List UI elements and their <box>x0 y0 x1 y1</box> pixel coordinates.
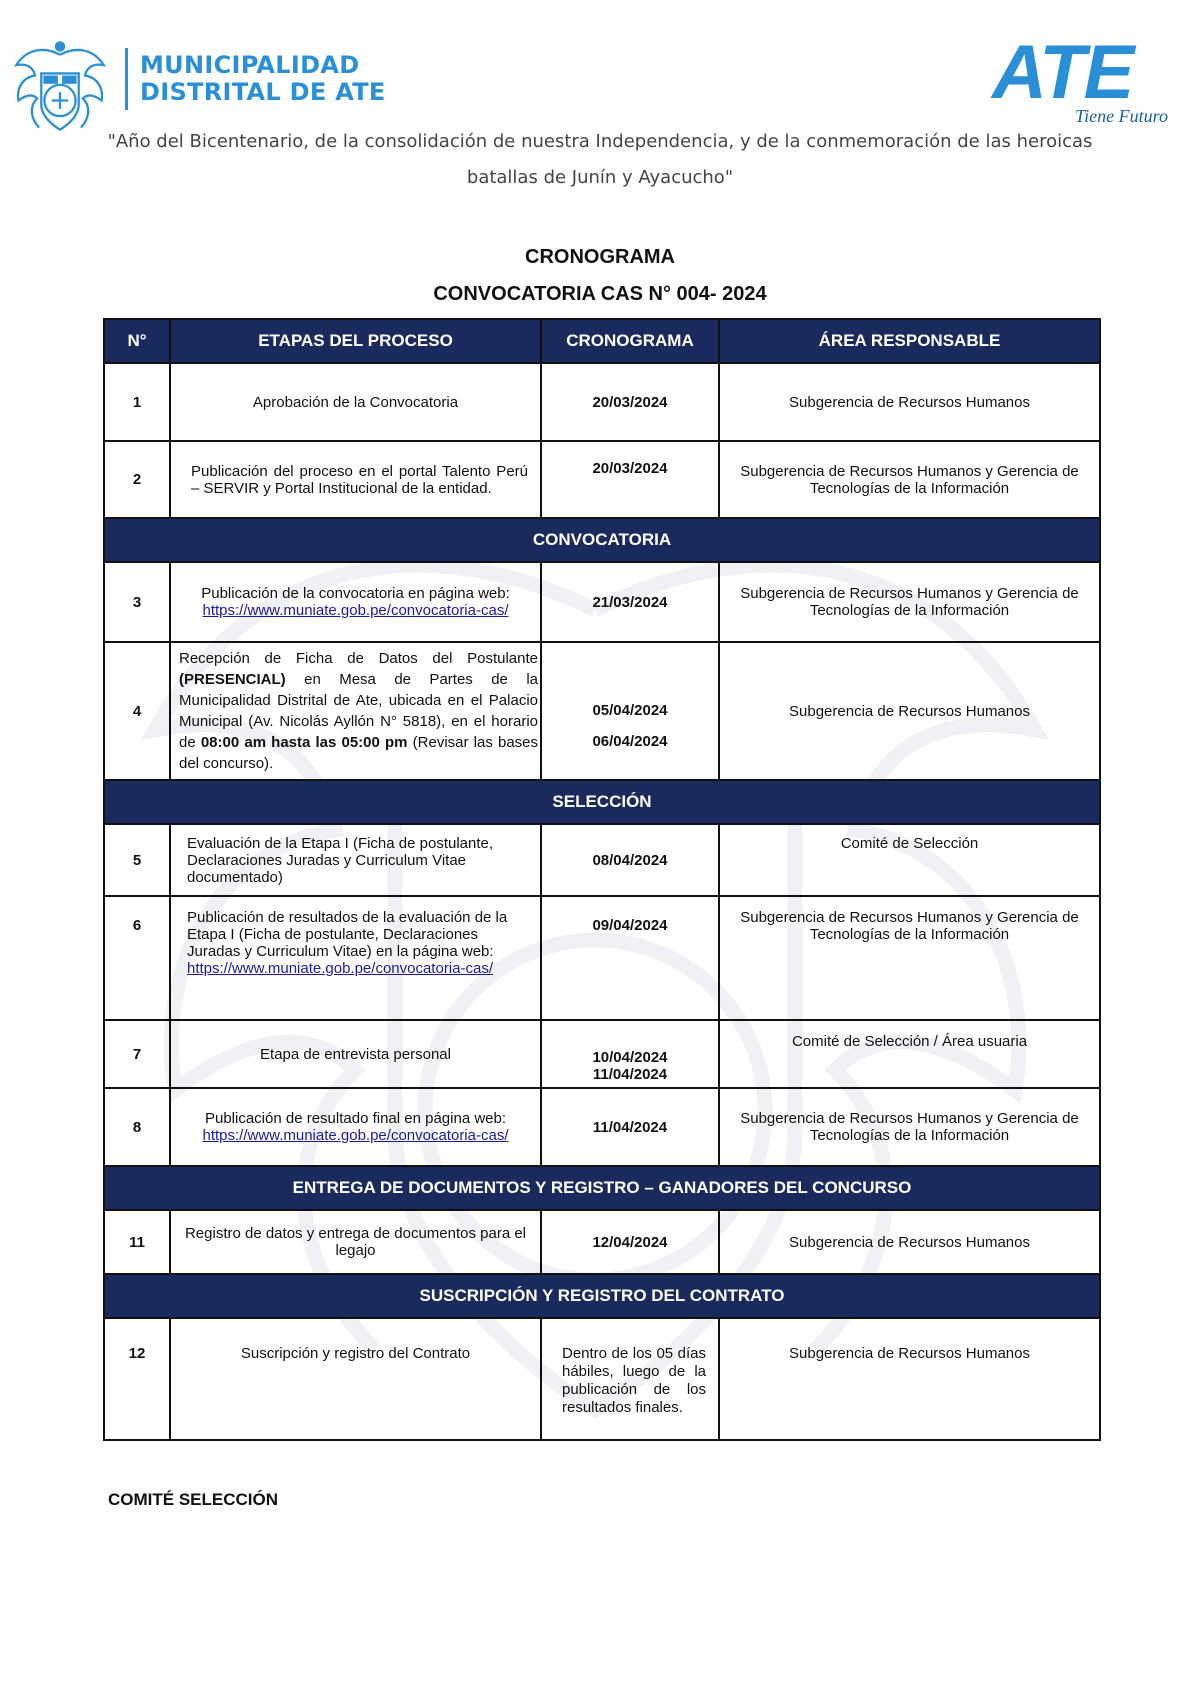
row-date: 09/04/2024 <box>541 896 719 1020</box>
document-title: CRONOGRAMA <box>525 246 675 268</box>
section-header-row <box>104 780 1100 824</box>
col-header-area: ÁREA RESPONSABLE <box>719 319 1100 363</box>
row-stage-presencial: (PRESENCIAL) <box>179 671 286 688</box>
row-stage-part: (Revisar las bases del concurso). <box>179 734 538 772</box>
row-stage-cell <box>170 642 541 780</box>
row-area: Subgerencia de Recursos Humanos y Gerencia de Tecnologías de la Información <box>719 896 1100 1020</box>
row-area: Subgerencia de Recursos Humanos y Gerencia de Tecnologías de la Información <box>719 1088 1100 1166</box>
results-link[interactable]: https://www.muniate.gob.pe/convocatoria-cas/ <box>187 960 493 977</box>
row-stage: Registro de datos y entrega de documentos para el legajo <box>170 1210 541 1274</box>
row-date: 12/04/2024 <box>541 1210 719 1274</box>
col-header-schedule: CRONOGRAMA <box>541 319 719 363</box>
ate-logo-text: ATE <box>992 36 1133 115</box>
row-stage: Publicación de la convocatoria en página web: <box>201 585 510 602</box>
row-stage: Evaluación de la Etapa I (Ficha de postulante, Declaraciones Juradas y Curriculum Vitae documentado) <box>170 824 541 896</box>
row-area: Comité de Selección <box>719 824 1100 896</box>
col-header-stage: ETAPAS DEL PROCESO <box>170 319 541 363</box>
row-date-cell <box>541 1020 719 1088</box>
motto-line-1: "Año del Bicentenario, de la consolidación de nuestra Independencia, y de la conmemoración de las heroicas <box>107 131 1093 152</box>
logo-divider <box>125 48 128 110</box>
row-stage: Publicación del proceso en el portal Talento Perú – SERVIR y Portal Institucional de la entidad. <box>170 441 541 518</box>
table-row <box>104 441 1100 518</box>
row-number: 1 <box>104 363 170 441</box>
row-stage-part: en Mesa de Partes de la Municipalidad Distrital de Ate, ubicada en el Palacio Municipal (Av. Nicolás Ayllón N° 5818), en el horario de <box>179 671 538 751</box>
table-row <box>104 642 1100 780</box>
section-header-row <box>104 518 1100 562</box>
row-date-end: 11/04/2024 <box>592 1066 668 1083</box>
year-motto <box>100 124 1100 196</box>
table-row <box>104 1210 1100 1274</box>
document-subtitle: CONVOCATORIA CAS N° 004- 2024 <box>433 283 767 305</box>
table-row <box>104 824 1100 896</box>
motto-line-2: batallas de Junín y Ayacucho" <box>466 167 734 188</box>
municipality-logo-text <box>140 52 386 106</box>
section-header-row <box>104 1166 1100 1210</box>
row-number: 11 <box>104 1210 170 1274</box>
row-area: Subgerencia de Recursos Humanos <box>719 1210 1100 1274</box>
row-stage-cell <box>170 1088 541 1166</box>
table-row <box>104 1088 1100 1166</box>
section-seleccion: SELECCIÓN <box>104 780 1100 824</box>
committee-signature: COMITÉ SELECCIÓN <box>108 1490 279 1509</box>
section-suscripcion: SUSCRIPCIÓN Y REGISTRO DEL CONTRATO <box>104 1274 1100 1318</box>
row-stage: Publicación de resultados de la evaluación de la Etapa I (Ficha de postulante, Declaraciones Juradas y Curriculum Vitae) en la página web: <box>187 909 508 960</box>
row-date: Dentro de los 05 días hábiles, luego de la publicación de los resultados finales. <box>541 1318 719 1440</box>
row-date: 20/03/2024 <box>541 441 719 518</box>
row-area: Comité de Selección / Área usuaria <box>719 1020 1100 1088</box>
final-results-link[interactable]: https://www.muniate.gob.pe/convocatoria-cas/ <box>202 1127 509 1144</box>
row-date-end: 06/04/2024 <box>592 733 668 750</box>
row-number: 5 <box>104 824 170 896</box>
table-row <box>104 1020 1100 1088</box>
section-entrega: ENTREGA DE DOCUMENTOS Y REGISTRO – GANADORES DEL CONCURSO <box>104 1166 1100 1210</box>
row-date-cell <box>541 642 719 780</box>
convocatoria-link[interactable]: https://www.muniate.gob.pe/convocatoria-cas/ <box>202 602 509 619</box>
row-number: 6 <box>104 896 170 1020</box>
table-header-row <box>104 319 1100 363</box>
row-number: 12 <box>104 1318 170 1440</box>
row-stage-cell <box>170 562 541 642</box>
table-row <box>104 896 1100 1020</box>
row-date-start: 10/04/2024 <box>592 1049 668 1066</box>
section-convocatoria: CONVOCATORIA <box>104 518 1100 562</box>
org-name-line2: DISTRITAL DE ATE <box>140 78 386 106</box>
row-date: 20/03/2024 <box>541 363 719 441</box>
row-stage-hours: 08:00 am hasta las 05:00 pm <box>200 734 408 751</box>
row-area: Subgerencia de Recursos Humanos y Gerencia de Tecnologías de la Información <box>719 441 1100 518</box>
row-date: 08/04/2024 <box>541 824 719 896</box>
section-header-row <box>104 1274 1100 1318</box>
row-stage: Aprobación de la Convocatoria <box>170 363 541 441</box>
row-area: Subgerencia de Recursos Humanos y Gerencia de Tecnologías de la Información <box>719 562 1100 642</box>
ate-brand-logo <box>990 36 1172 126</box>
row-area: Subgerencia de Recursos Humanos <box>719 363 1100 441</box>
table-row <box>104 1318 1100 1440</box>
row-stage: Suscripción y registro del Contrato <box>170 1318 541 1440</box>
row-date-start: 05/04/2024 <box>592 702 668 719</box>
row-number: 2 <box>104 441 170 518</box>
table-row <box>104 562 1100 642</box>
row-number: 3 <box>104 562 170 642</box>
letterhead <box>0 0 1200 188</box>
org-name-line1: MUNICIPALIDAD <box>140 51 360 79</box>
row-stage: Publicación de resultado final en página web: <box>204 1110 507 1127</box>
row-area: Subgerencia de Recursos Humanos <box>719 1318 1100 1440</box>
ate-logo-slogan: Tiene Futuro <box>1075 106 1168 126</box>
row-stage-part: Recepción de Ficha de Datos del Postulante <box>179 650 538 667</box>
row-date: 11/04/2024 <box>541 1088 719 1166</box>
row-stage: Etapa de entrevista personal <box>170 1020 541 1088</box>
row-number: 8 <box>104 1088 170 1166</box>
schedule-table <box>103 318 1101 1441</box>
row-number: 7 <box>104 1020 170 1088</box>
col-header-number: N° <box>104 319 170 363</box>
row-stage-cell <box>170 896 541 1020</box>
row-number: 4 <box>104 642 170 780</box>
row-area: Subgerencia de Recursos Humanos <box>719 642 1100 780</box>
municipal-crest-logo <box>8 36 112 140</box>
table-row <box>104 363 1100 441</box>
row-date: 21/03/2024 <box>541 562 719 642</box>
